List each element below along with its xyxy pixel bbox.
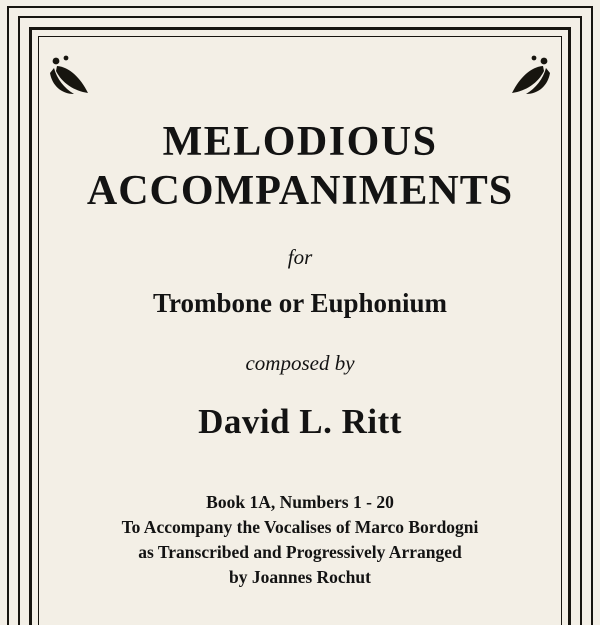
subtitle-line-2: To Accompany the Vocalises of Marco Bordogni xyxy=(121,516,479,537)
leaf-ornament-icon-mirrored xyxy=(507,54,553,98)
page-title-line-1: MELODIOUS xyxy=(162,119,438,165)
subtitle-block xyxy=(45,490,555,589)
instrumentation-label: Trombone or Euphonium xyxy=(152,288,448,319)
subtitle-line-1: Book 1A, Numbers 1 - 20 xyxy=(206,492,394,513)
subtitle-line-3: as Transcribed and Progressively Arranged xyxy=(138,541,462,562)
page-title-line-2: ACCOMPANIMENTS xyxy=(86,167,514,214)
cover-text-block xyxy=(45,120,555,589)
composed-by-label: composed by xyxy=(245,351,355,376)
for-label: for xyxy=(287,245,313,270)
leaf-ornament-icon xyxy=(47,54,93,98)
subtitle-line-4: by Joannes Rochut xyxy=(229,566,371,587)
composer-name: David L. Ritt xyxy=(198,402,402,442)
